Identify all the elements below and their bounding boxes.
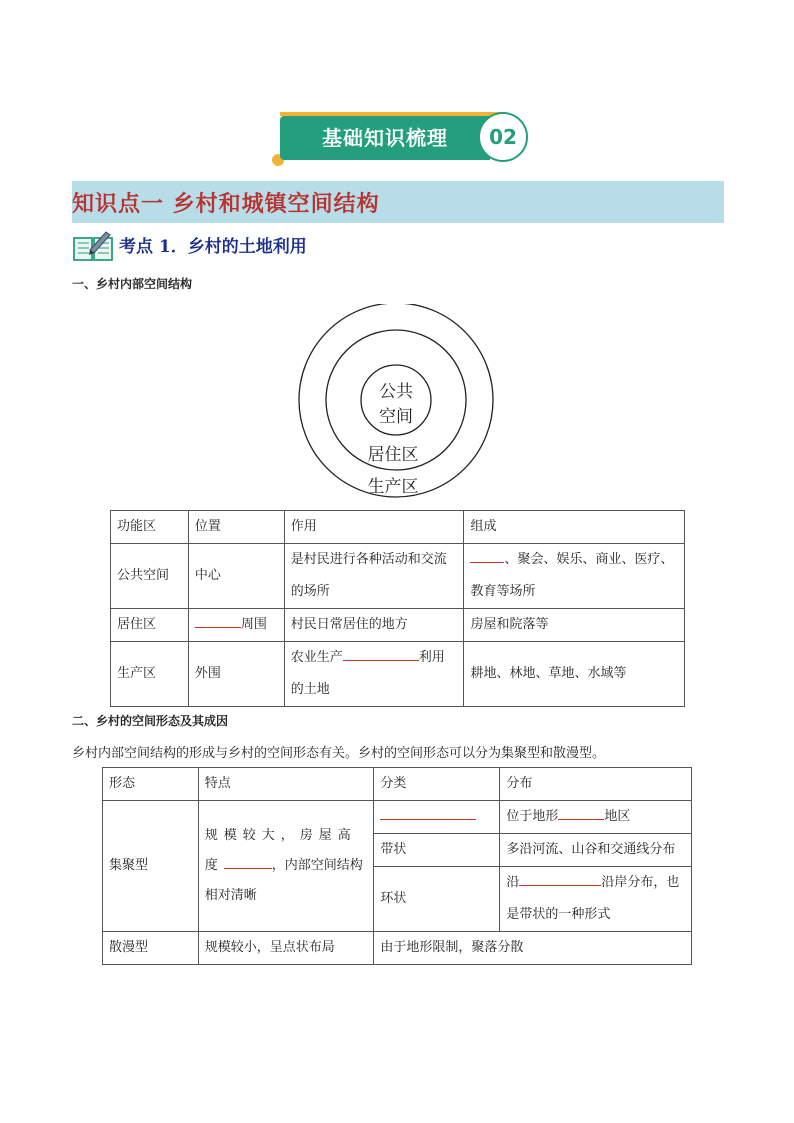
zone-cell: 公共空间	[111, 544, 189, 609]
feature-cell: 规模较小，呈点状布局	[198, 932, 374, 965]
composition-text: 、聚会、娱乐、商业、医疗、教育等场所	[470, 552, 674, 599]
composition-cell	[464, 544, 685, 609]
header-cell: 功能区	[111, 511, 189, 544]
part2-heading: 二、乡村的空间形态及其成因	[72, 714, 229, 728]
position-cell: 中心	[188, 544, 284, 609]
zone-cell: 生产区	[111, 642, 189, 707]
header-cell: 特点	[198, 768, 374, 801]
role-cell	[284, 642, 464, 707]
type-cell: 带状	[374, 834, 500, 867]
concentric-structure-diagram	[296, 304, 496, 504]
distribution-cell	[500, 867, 692, 932]
fill-in-blank[interactable]	[470, 546, 504, 563]
table-header-row	[111, 511, 685, 544]
header-cell: 作用	[284, 511, 464, 544]
header-cell: 分布	[500, 768, 692, 801]
feature-text: ，内部空间结构相对清晰	[204, 858, 363, 903]
banner-number: 02	[489, 125, 517, 149]
outer-label: 生产区	[367, 477, 419, 497]
function-zone-table	[110, 510, 685, 707]
table-row	[111, 642, 685, 707]
banner-title: 基础知识梳理	[322, 126, 448, 150]
distribution-cell: 多沿河流、山谷和交通线分布	[500, 834, 692, 867]
zone-cell: 居住区	[111, 609, 189, 642]
type-cell	[374, 801, 500, 834]
distribution-cell	[500, 801, 692, 834]
position-cell: 外围	[188, 642, 284, 707]
position-cell	[188, 609, 284, 642]
header-cell: 形态	[103, 768, 199, 801]
table-row	[103, 801, 692, 834]
table-row	[111, 544, 685, 609]
header-cell: 分类	[374, 768, 500, 801]
fill-in-blank[interactable]	[343, 644, 419, 661]
type-cell: 环状	[374, 867, 500, 932]
village-form-table	[102, 767, 692, 965]
fill-in-blank[interactable]	[519, 869, 601, 886]
middle-label: 居住区	[367, 445, 419, 465]
composition-cell: 耕地、林地、草地、水域等	[464, 642, 685, 707]
distribution-text: 位于地形	[506, 809, 559, 824]
form-cell: 散漫型	[103, 932, 199, 965]
section-header	[72, 181, 724, 223]
section-banner	[272, 112, 530, 168]
fill-in-blank[interactable]	[558, 803, 604, 820]
distribution-text: 地区	[604, 809, 631, 824]
position-text: 周围	[240, 617, 267, 632]
inner-label-line2: 空间	[379, 407, 413, 427]
feature-text: 规模较大，房屋高度	[204, 828, 357, 873]
inner-label-line1: 公共	[379, 382, 413, 402]
composition-cell: 房屋和院落等	[464, 609, 685, 642]
distribution-text: 沿	[506, 875, 520, 890]
part1-heading: 一、乡村内部空间结构	[72, 277, 193, 291]
fill-in-blank[interactable]	[224, 852, 272, 869]
role-text: 农业生产	[290, 650, 343, 665]
fill-in-blank[interactable]	[195, 611, 241, 628]
table-row	[111, 609, 685, 642]
distribution-cell: 由于地形限制，聚落分散	[374, 932, 692, 965]
part2-paragraph: 乡村内部空间结构的形成与乡村的空间形态有关。乡村的空间形态可以分为集聚型和散漫型。	[72, 746, 606, 761]
role-cell: 是村民进行各种活动和交流的场所	[284, 544, 464, 609]
role-text: 利用的土地	[290, 650, 445, 697]
table-header-row	[103, 768, 692, 801]
open-book-icon	[72, 230, 114, 262]
table-row	[103, 932, 692, 965]
fill-in-blank[interactable]	[380, 803, 476, 820]
form-cell: 集聚型	[103, 801, 199, 932]
distribution-text: 沿岸分布，也是带状的一种形式	[506, 875, 680, 922]
kaodian-label: 考点 1．乡村的土地利用	[119, 237, 307, 257]
role-cell: 村民日常居住的地方	[284, 609, 464, 642]
feature-cell	[198, 801, 374, 932]
header-cell: 位置	[188, 511, 284, 544]
section-title: 知识点一 乡村和城镇空间结构	[72, 191, 380, 217]
header-cell: 组成	[464, 511, 685, 544]
